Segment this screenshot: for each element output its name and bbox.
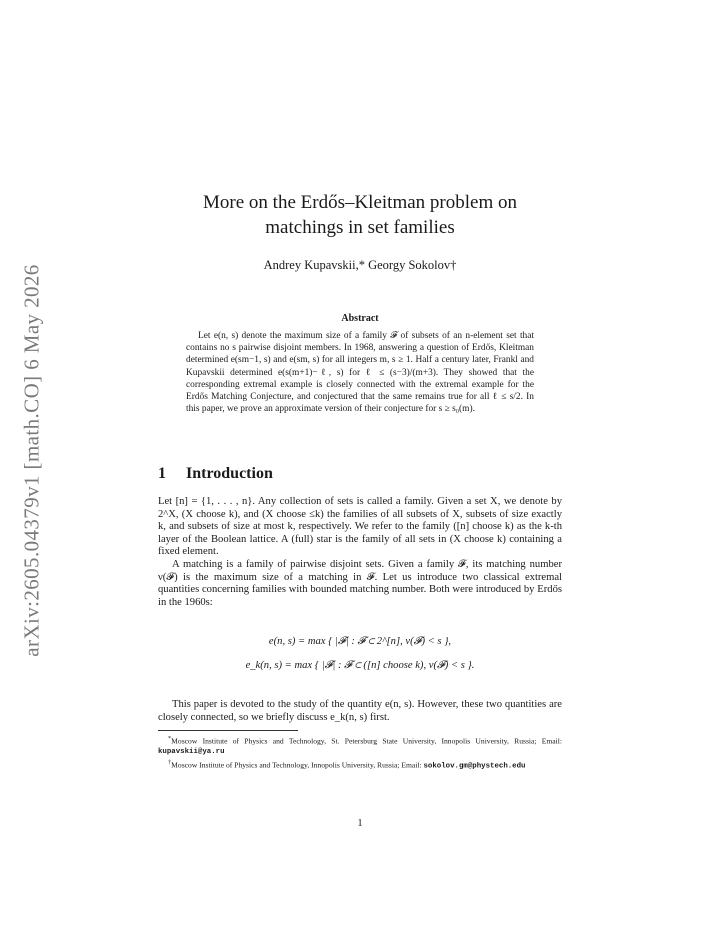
footnotes — [158, 734, 562, 772]
intro-paragraph-1: Let [n] = {1, . . . , n}. Any collection of sets is called a family. Given a set X, we denote by 2^X, (X choose k), and (X choose ≤k) the families of all subsets of X, subsets of size exactly k, and subsets of size at most k, respectively. We refer to the family ([n] choose k) as the k-th layer of the Boolean lattice. A (full) star is the family of all sets in (X choose k) containing a fixed element. — [158, 496, 562, 558]
section-title: Introduction — [186, 465, 273, 482]
footnote-2-text: Moscow Institute of Physics and Technology, Innopolis University, Russia; Email: — [171, 760, 422, 770]
footnote-1-text: Moscow Institute of Physics and Technology, St. Petersburg State University, Innopolis University, Russia; Email: — [171, 736, 562, 746]
arxiv-stamp — [4, 240, 60, 680]
footnote-1-email[interactable]: kupavskii@ya.ru — [158, 748, 225, 757]
paper-title — [158, 190, 562, 240]
footnote-2-mark: † — [168, 759, 172, 767]
intro-body — [158, 496, 562, 609]
footnote-2 — [158, 758, 562, 772]
abstract-heading: Abstract — [341, 313, 379, 324]
equation-ek: e_k(n, s) = max { |𝓕| : 𝓕 ⊂ ([n] choose k), ν(𝓕) < s }. — [245, 660, 475, 671]
arxiv-stamp-text: arXiv:2605.04379v1 [math.CO] 6 May 2026 — [19, 263, 44, 657]
footnote-rule — [158, 730, 298, 731]
abstract-text: Let e(n, s) denote the maximum size of a family 𝓕 of subsets of an n-element set that contains no s pairwise disjoint members. In 1968, answering a question of Erdős, Kleitman determined e(sm−1, s) and e(sm, s) for all integers m, s ≥ 1. Half a century later, Frankl and Kupavskii determined e(s(m+1)−ℓ, s) for ℓ ≤ (s−3)/(m+3). They showed that the corresponding extremal example is closely connected with the extremal example for the Erdős Matching Conjecture, and conjectured that the same remains true for all ℓ ≤ s/2. In this paper, we prove an approximate version of their conjecture for s ≥ s₀(m). — [186, 331, 534, 415]
section-number: 1 — [158, 465, 166, 482]
closing-paragraph: This paper is devoted to the study of the quantity e(n, s). However, these two quantities are closely connected, so we briefly discuss e_k(n, s) first. — [158, 699, 562, 723]
section-heading — [158, 465, 273, 483]
title-line-2: matchings in set families — [265, 217, 455, 238]
footnote-1-mark: * — [168, 735, 172, 742]
authors: Andrey Kupavskii,* Georgy Sokolov† — [263, 258, 457, 272]
page-number: 1 — [357, 818, 363, 829]
footnote-1 — [158, 734, 562, 758]
equation-e: e(n, s) = max { |𝓕| : 𝓕 ⊂ 2^[n], ν(𝓕) < s }, — [268, 636, 452, 647]
intro-paragraph-2: A matching is a family of pairwise disjoint sets. Given a family 𝓕, its matching number ν(𝓕) is the maximum size of a matching in 𝓕. Let us introduce two classical extremal quantities concerning families with bounded matching number. Both were introduced by Erdős in the 1960s: — [158, 558, 562, 608]
title-line-1: More on the Erdős–Kleitman problem on — [203, 192, 517, 213]
footnote-2-email[interactable]: sokolov.gm@phystech.edu — [423, 762, 526, 771]
